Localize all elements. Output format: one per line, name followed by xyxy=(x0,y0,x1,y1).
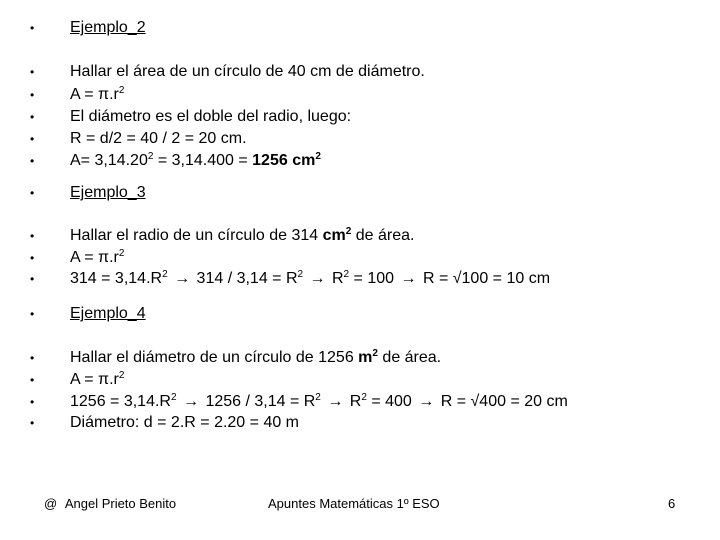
sqrt-symbol: √ xyxy=(470,393,480,410)
arrow-icon: → xyxy=(174,270,191,287)
ex4-diameter: Diámetro: d = 2.R = 2.20 = 40 m xyxy=(70,414,300,431)
bullet: • xyxy=(30,132,35,146)
arrow-icon: → xyxy=(182,393,199,410)
bullet: • xyxy=(30,251,35,265)
bullet: • xyxy=(30,110,35,124)
bullet: • xyxy=(30,416,35,430)
footer-course: Apuntes Matemáticas 1º ESO xyxy=(268,496,440,511)
bullet: • xyxy=(30,88,35,102)
arrow-icon: → xyxy=(418,393,435,410)
bullet: • xyxy=(30,229,35,243)
ex2-result: $A= 3,14.20^2 = 3,14.400 = 1256$ $cm^2$ xyxy=(70,151,321,169)
ex4-solution: $1256 = 3,14.R^2 \to 1256 / 3,14 = R^2 \to R^2 = 400 \to R = √400 = 20$ cm xyxy=(70,391,568,413)
sqrt-symbol: √ xyxy=(452,270,462,287)
ex4-heading: Ejemplo_4 xyxy=(70,305,146,322)
ex4-formula: $A = \pi.r^2$ xyxy=(70,370,125,388)
arrow-icon: → xyxy=(400,270,417,287)
arrow-icon: → xyxy=(309,270,326,287)
ex2-formula: $A = \pi.r^2$ xyxy=(70,85,125,103)
ex3-formula: $A = \pi.r^2$ xyxy=(70,248,125,266)
ex2-radius: R = d/2 = 40 / 2 = 20 cm. xyxy=(70,130,247,147)
bullet: • xyxy=(30,154,35,168)
page-number: 6 xyxy=(668,496,676,511)
bullet: • xyxy=(30,373,35,387)
ex3-solution: $314 = 3,14.R^2 \to 314 / 3,14 = R^2 \to R^2 = 100 \to R = √100 = 10$ cm xyxy=(70,268,550,290)
bullet: • xyxy=(30,21,35,35)
bullet: • xyxy=(30,395,35,409)
bullet: • xyxy=(30,272,35,286)
footer-copyright xyxy=(44,494,176,514)
ex2-statement: Hallar el área de un círculo de 40 cm de diámetro. xyxy=(70,63,425,80)
copyright-symbol: @ xyxy=(44,496,58,511)
bullet: • xyxy=(30,65,35,79)
ex3-heading: Ejemplo_3 xyxy=(70,184,146,201)
ex2-heading: Ejemplo_2 xyxy=(70,19,146,36)
arrow-icon: → xyxy=(327,393,344,410)
footer-author: Angel Prieto Benito xyxy=(64,496,177,511)
ex2-note: El diámetro es el doble del radio, luego: xyxy=(70,108,352,125)
ex4-statement: Hallar el diámetro de un círculo de 1256 $m^2$ de área. xyxy=(70,348,442,366)
bullet: • xyxy=(30,186,35,200)
bullet: • xyxy=(30,351,35,365)
bullet: • xyxy=(30,307,35,321)
ex3-statement: Hallar el radio de un círculo de 314 $cm^2$ de área. xyxy=(70,226,415,244)
